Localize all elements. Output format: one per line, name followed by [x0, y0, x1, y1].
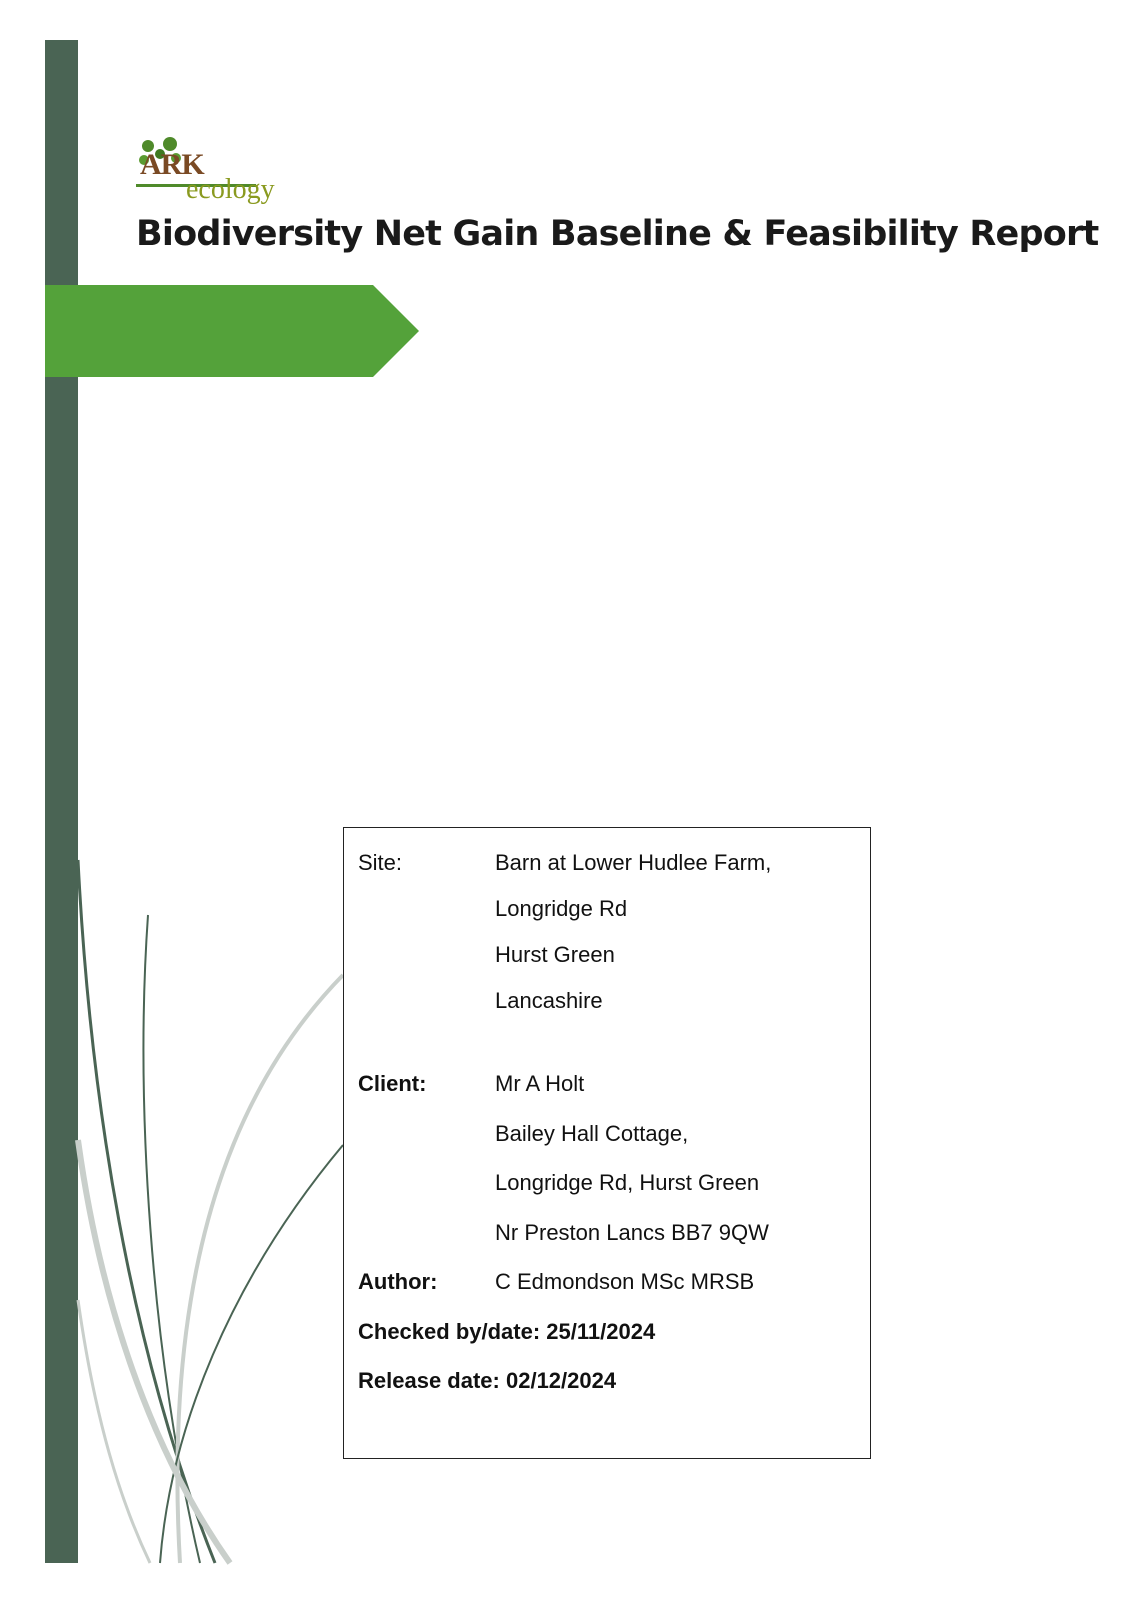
site-line: Lancashire — [495, 988, 603, 1013]
author-value: C Edmondson MSc MRSB — [495, 1269, 755, 1294]
client-line: Longridge Rd, Hurst Green — [495, 1170, 760, 1195]
sidebar-stripe — [45, 40, 78, 1563]
report-details-box — [343, 827, 871, 1459]
release-row — [358, 1368, 616, 1394]
green-arrow-banner — [45, 285, 419, 377]
report-title: Biodiversity Net Gain Baseline & Feasibility Report — [136, 214, 1099, 254]
logo-text-ecology: ecology — [186, 174, 275, 205]
release-value: 02/12/2024 — [505, 1368, 617, 1393]
client-line: Bailey Hall Cottage, — [495, 1121, 689, 1146]
checked-row — [358, 1319, 655, 1345]
author-label: Author: — [358, 1269, 438, 1294]
client-label: Client: — [358, 1071, 427, 1096]
logo-text-ark: ARK — [140, 148, 204, 181]
site-line: Hurst Green — [495, 942, 615, 967]
site-line: Longridge Rd — [495, 896, 628, 921]
client-line: Nr Preston Lancs BB7 9QW — [495, 1220, 769, 1245]
site-label: Site: — [358, 850, 403, 875]
release-label: Release date: — [358, 1368, 500, 1393]
ark-ecology-logo — [136, 136, 286, 214]
client-line: Mr A Holt — [495, 1071, 585, 1096]
checked-label: Checked by/date: — [358, 1319, 541, 1344]
checked-value: 25/11/2024 — [546, 1319, 656, 1344]
site-line: Barn at Lower Hudlee Farm, — [495, 850, 772, 875]
